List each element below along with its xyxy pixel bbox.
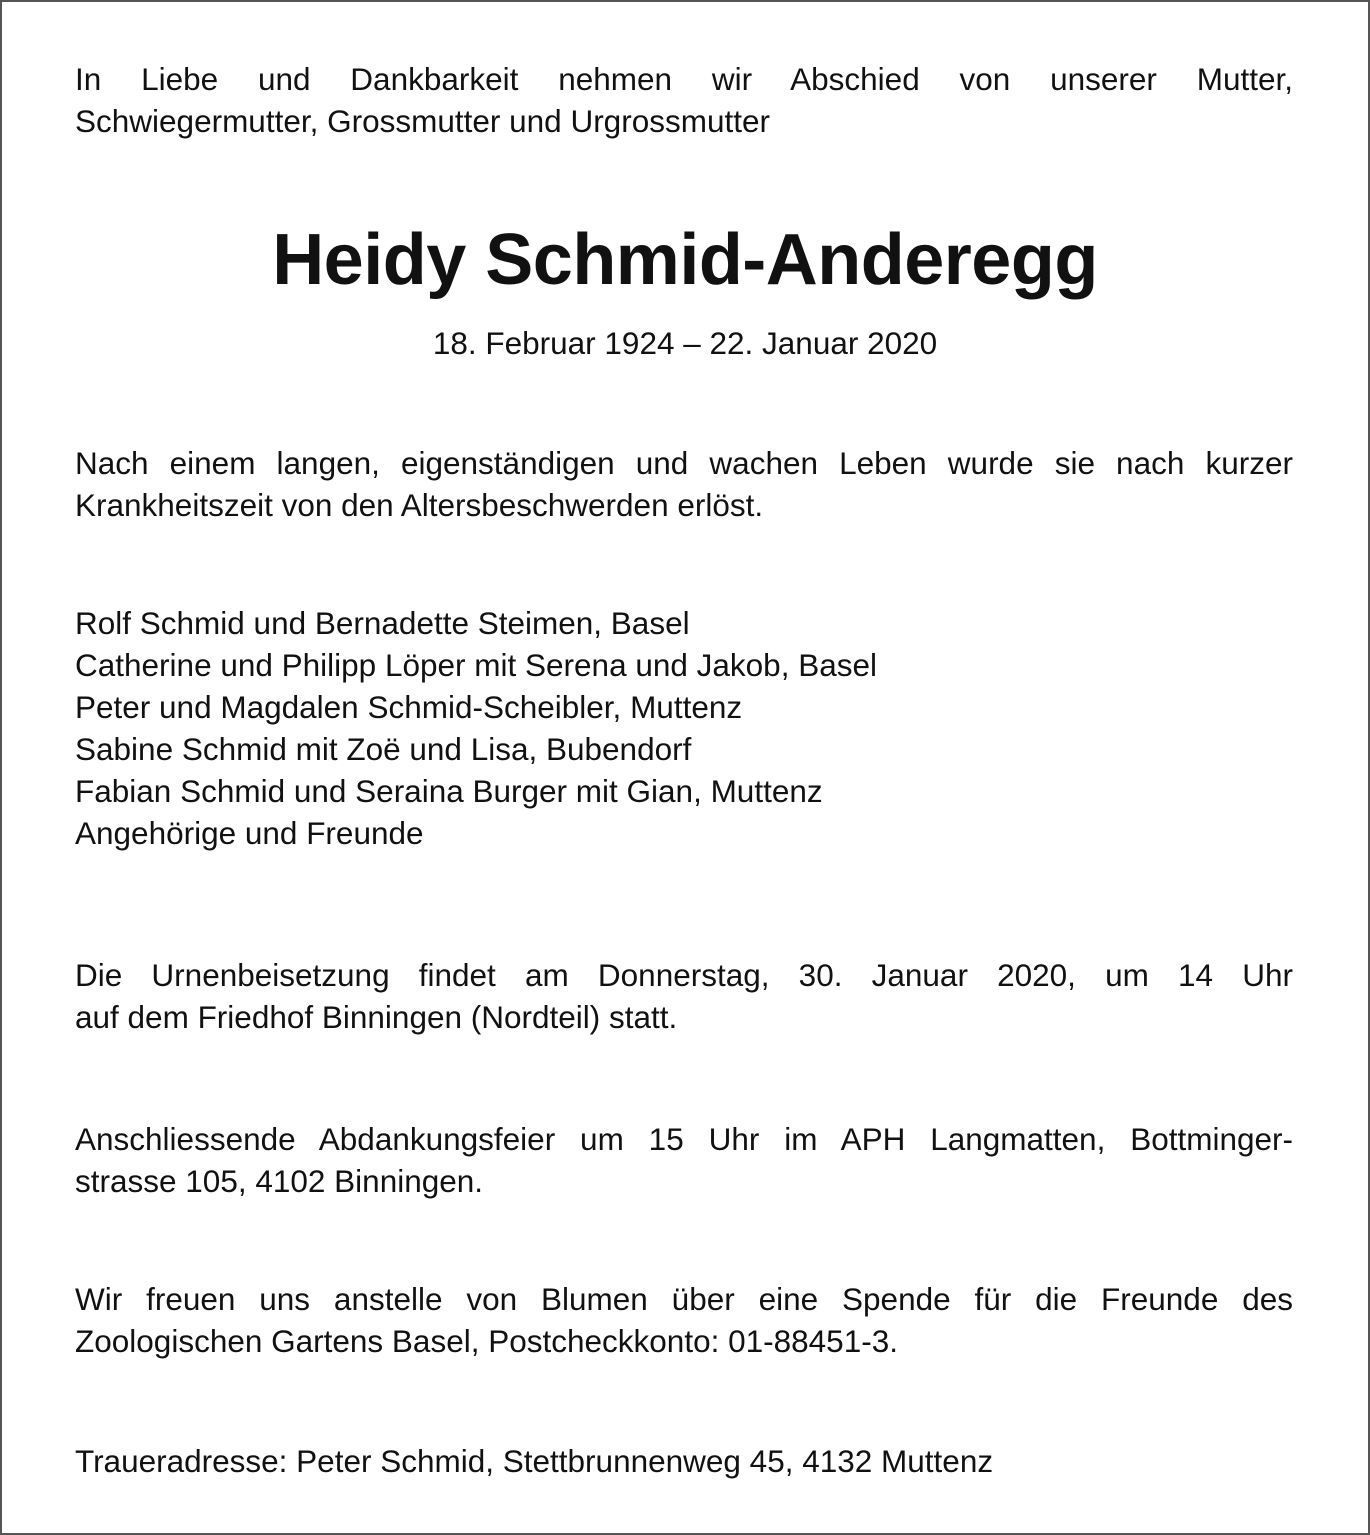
life-paragraph: [75, 442, 1293, 526]
family-member: Rolf Schmid und Bernadette Steimen, Basel: [75, 605, 690, 641]
intro-paragraph: [75, 58, 1293, 142]
family-member: Sabine Schmid mit Zoë und Lisa, Bubendorf: [75, 731, 692, 767]
family-member: Catherine und Philipp Löper mit Serena und Jakob, Basel: [75, 647, 878, 683]
deceased-name: Heidy Schmid-Anderegg: [272, 220, 1098, 300]
burial-line-2: auf dem Friedhof Binningen (Nordteil) statt.: [75, 999, 678, 1035]
family-member: Angehörige und Freunde: [75, 815, 424, 851]
donation-paragraph: [75, 1278, 1293, 1362]
life-dates: 18. Februar 1924 – 22. Januar 2020: [432, 325, 938, 361]
family-member: Fabian Schmid und Seraina Burger mit Gian, Muttenz: [75, 773, 823, 809]
burial-paragraph: [75, 954, 1293, 1038]
intro-line-2: Schwiegermutter, Grossmutter und Urgrossmutter: [75, 103, 770, 139]
family-member: Peter und Magdalen Schmid-Scheibler, Muttenz: [75, 689, 743, 725]
life-line-2: Krankheitszeit von den Altersbeschwerden erlöst.: [75, 487, 764, 523]
intro-line-1: In Liebe und Dankbarkeit nehmen wir Abschied von unserer Mutter,: [75, 61, 1293, 97]
donation-line-1: Wir freuen uns anstelle von Blumen über eine Spende für die Freunde des: [75, 1281, 1293, 1317]
family-list: [75, 602, 1293, 854]
mourning-address: [75, 1440, 1293, 1482]
address-line: Traueradresse: Peter Schmid, Stettbrunnenweg 45, 4132 Muttenz: [75, 1443, 994, 1479]
ceremony-line-2: strasse 105, 4102 Binningen.: [75, 1163, 484, 1199]
burial-line-1: Die Urnenbeisetzung findet am Donnerstag, 30. Januar 2020, um 14 Uhr: [75, 957, 1293, 993]
donation-line-2: Zoologischen Gartens Basel, Postcheckkonto: 01-88451-3.: [75, 1323, 898, 1359]
ceremony-paragraph: [75, 1118, 1293, 1202]
life-line-1: Nach einem langen, eigenständigen und wachen Leben wurde sie nach kurzer: [75, 445, 1293, 481]
ceremony-line-1: Anschliessende Abdankungsfeier um 15 Uhr im APH Langmatten, Bottminger-: [75, 1121, 1293, 1157]
